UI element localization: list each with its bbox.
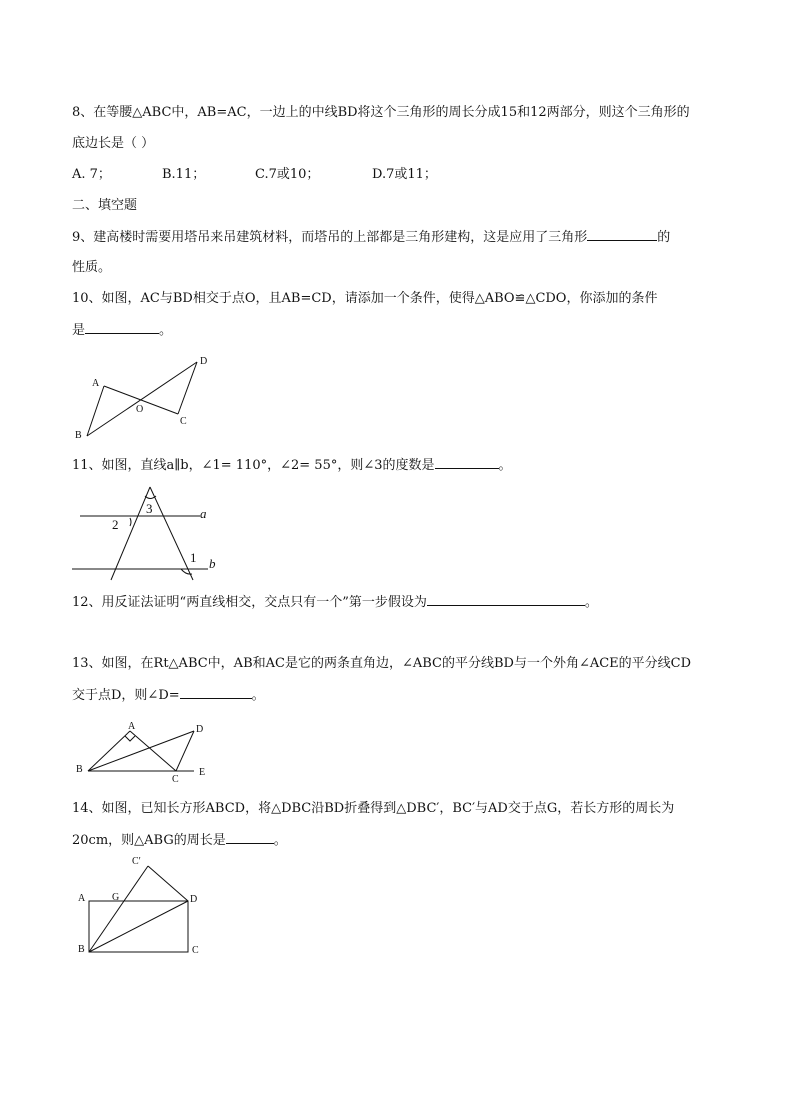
q10-text-before: 是 xyxy=(72,323,86,338)
q13-label-a: A xyxy=(128,721,136,732)
q10-figure xyxy=(60,350,220,445)
q8-option-c: C.7或10； xyxy=(255,167,320,182)
q14-label-c: C xyxy=(192,945,199,956)
q10-answer-blank[interactable] xyxy=(85,321,159,334)
q13-line2 xyxy=(72,686,265,705)
q11-label-1: 1 xyxy=(190,550,197,565)
q9-answer-blank[interactable] xyxy=(587,228,657,241)
q10-text-after: 。 xyxy=(159,323,173,338)
q13-label-c: C xyxy=(172,774,179,785)
q13-segment-bd xyxy=(88,731,194,771)
q13-figure xyxy=(72,715,222,790)
q14-text-before: 20cm，则△ABG的周长是 xyxy=(72,833,226,848)
q14-label-d: D xyxy=(190,894,198,905)
q11-transversal-left xyxy=(111,487,150,580)
q14-line1: 14、如图，已知长方形ABCD，将△DBC沿BD折叠得到△DBC′，BC′与AD交于点G，若长方形的周长为 xyxy=(72,801,675,816)
q14-label-c-prime: C′ xyxy=(132,856,141,867)
q14-line2 xyxy=(72,831,287,850)
section-title-fill-in: 二、填空题 xyxy=(72,198,138,213)
q10-label-b: B xyxy=(75,430,82,441)
q9-line2: 性质。 xyxy=(72,260,112,275)
q10-label-a: A xyxy=(92,378,100,389)
q8-option-d: D.7或11； xyxy=(372,167,437,182)
q14-answer-blank[interactable] xyxy=(226,831,274,844)
q13-text-before: 交于点D，则∠D= xyxy=(72,688,180,703)
q14-label-a: A xyxy=(78,893,86,904)
q8-option-a: A. 7； xyxy=(72,167,111,182)
q8-line1: 8、在等腰△ABC中，AB=AC，一边上的中线BD将这个三角形的周长分成15和12两部分，则这个三角形的 xyxy=(72,105,690,120)
q10-line1: 10、如图，AC与BD相交于点O，且AB=CD，请添加一个条件，使得△ABO≌△CDO，你添加的条件 xyxy=(72,291,658,306)
q14-segment-c1d xyxy=(148,866,188,901)
q12-answer-blank[interactable] xyxy=(427,593,585,606)
q13-label-b: B xyxy=(76,764,83,775)
q13-segment-ba xyxy=(88,731,130,771)
q14-text-after: 。 xyxy=(273,833,287,848)
q11-label-a: a xyxy=(200,506,207,521)
q14-segment-bc1 xyxy=(89,866,148,952)
q14-label-b: B xyxy=(78,944,85,955)
q11-label-b: b xyxy=(209,556,216,571)
q14-label-g: G xyxy=(112,892,120,903)
q8-option-b: B.11； xyxy=(162,167,206,182)
q11-label-3: 3 xyxy=(146,501,153,516)
q13-answer-blank[interactable] xyxy=(180,686,252,699)
q10-label-c: C xyxy=(180,416,187,427)
q14-figure xyxy=(72,855,222,965)
q13-label-e: E xyxy=(199,767,206,778)
q9-line1 xyxy=(72,228,670,247)
q11-text-after: 。 xyxy=(498,458,512,473)
q10-label-o: O xyxy=(136,404,144,415)
q12-line xyxy=(72,593,598,612)
q11-label-2: 2 xyxy=(112,517,119,532)
q10-line2 xyxy=(72,321,172,340)
q14-diagonal-bd xyxy=(89,901,188,952)
q8-line2: 底边长是（ ） xyxy=(72,136,155,151)
q12-text-before: 12、用反证法证明“两直线相交，交点只有一个”第一步假设为 xyxy=(72,595,427,610)
q9-text-before: 9、建高楼时需要用塔吊来吊建筑材料，而塔吊的上部都是三角形建构，这是应用了三角形 xyxy=(72,230,588,245)
q13-segment-ac xyxy=(130,731,176,771)
q13-label-d: D xyxy=(196,724,204,735)
q11-angle2-arc xyxy=(130,518,131,526)
q11-line xyxy=(72,456,512,475)
q11-transversal-right xyxy=(150,487,193,580)
q13-right-angle-mark xyxy=(125,736,135,741)
q12-text-after: 。 xyxy=(584,595,598,610)
q13-text-after: 。 xyxy=(251,688,265,703)
q11-answer-blank[interactable] xyxy=(435,456,499,469)
q11-text-before: 11、如图，直线a∥b，∠1= 110°，∠2= 55°，则∠3的度数是 xyxy=(72,458,435,473)
q10-segment-dc xyxy=(178,362,197,414)
q11-figure xyxy=(60,482,230,582)
q10-label-d: D xyxy=(200,356,208,367)
q13-line1: 13、如图，在Rt△ABC中，AB和AC是它的两条直角边，∠ABC的平分线BD与一个外角∠ACE的平分线CD xyxy=(72,656,692,671)
q10-segment-ba xyxy=(87,386,104,436)
q9-text-after: 的 xyxy=(657,230,671,245)
